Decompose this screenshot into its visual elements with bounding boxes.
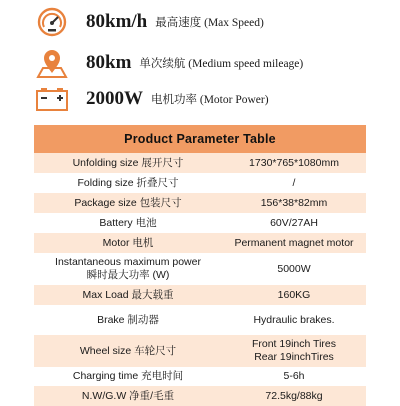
row-label: Motor 电机	[102, 236, 154, 249]
spec-desc: 电机功率 (Motor Power)	[151, 94, 269, 106]
table-row	[34, 193, 366, 213]
spec-value: 80km/h	[86, 11, 148, 32]
table-row	[34, 386, 366, 406]
parameter-table	[34, 125, 366, 406]
row-label: Folding size 折叠尺寸	[77, 176, 179, 189]
row-label: Brake 制动器	[97, 313, 159, 326]
row-value: 5-6h	[283, 370, 305, 382]
row-label: Battery 电池	[99, 216, 157, 229]
table-row	[34, 285, 366, 305]
row-value: Hydraulic brakes.	[253, 313, 335, 326]
row-label-line: 瞬时最大功率 (W)	[86, 269, 170, 281]
table-row	[34, 233, 366, 253]
row-value: /	[292, 176, 296, 189]
spec-value: 2000W	[86, 88, 143, 109]
row-label: Max Load 最大载重	[82, 288, 174, 301]
speedometer-icon	[32, 6, 72, 38]
table-row	[34, 367, 366, 386]
spec-value: 80km	[86, 52, 132, 73]
map-pin-icon	[32, 47, 72, 79]
table-row	[34, 173, 366, 193]
row-value	[222, 335, 366, 367]
row-label-line: Instantaneous maximum power	[55, 256, 201, 268]
row-value: 1730*765*1080mm	[249, 156, 339, 169]
table-row	[34, 153, 366, 173]
table-row	[34, 305, 366, 335]
spec-desc: 最高速度 (Max Speed)	[155, 17, 264, 29]
table-row	[34, 253, 366, 285]
spec-max-speed	[32, 6, 264, 38]
row-value-line: Front 19inch Tires	[251, 338, 337, 350]
row-label: Unfolding size 展开尺寸	[72, 156, 184, 169]
row-value: 72.5kg/88kg	[265, 389, 323, 402]
row-label: Package size 包装尺寸	[74, 196, 182, 209]
row-value: Permanent magnet motor	[234, 236, 354, 249]
table-row	[34, 213, 366, 233]
row-label: N.W/G.W 净重/毛重	[81, 389, 175, 402]
row-label	[34, 253, 222, 285]
spec-desc: 单次续航 (Medium speed mileage)	[139, 58, 304, 70]
spec-motor-power	[32, 83, 269, 115]
spec-mileage	[32, 47, 303, 79]
row-value-line: Rear 19inchTires	[254, 351, 334, 363]
table-title: Product Parameter Table	[34, 125, 366, 153]
row-label: Charging time 充电时间	[72, 370, 184, 382]
row-value: 60V/27AH	[270, 216, 318, 229]
battery-icon	[32, 83, 72, 115]
row-label: Wheel size 车轮尺寸	[79, 344, 177, 357]
row-value: 160KG	[277, 288, 311, 301]
row-value: 156*38*82mm	[260, 196, 328, 209]
table-row	[34, 335, 366, 367]
row-value: 5000W	[277, 262, 311, 275]
